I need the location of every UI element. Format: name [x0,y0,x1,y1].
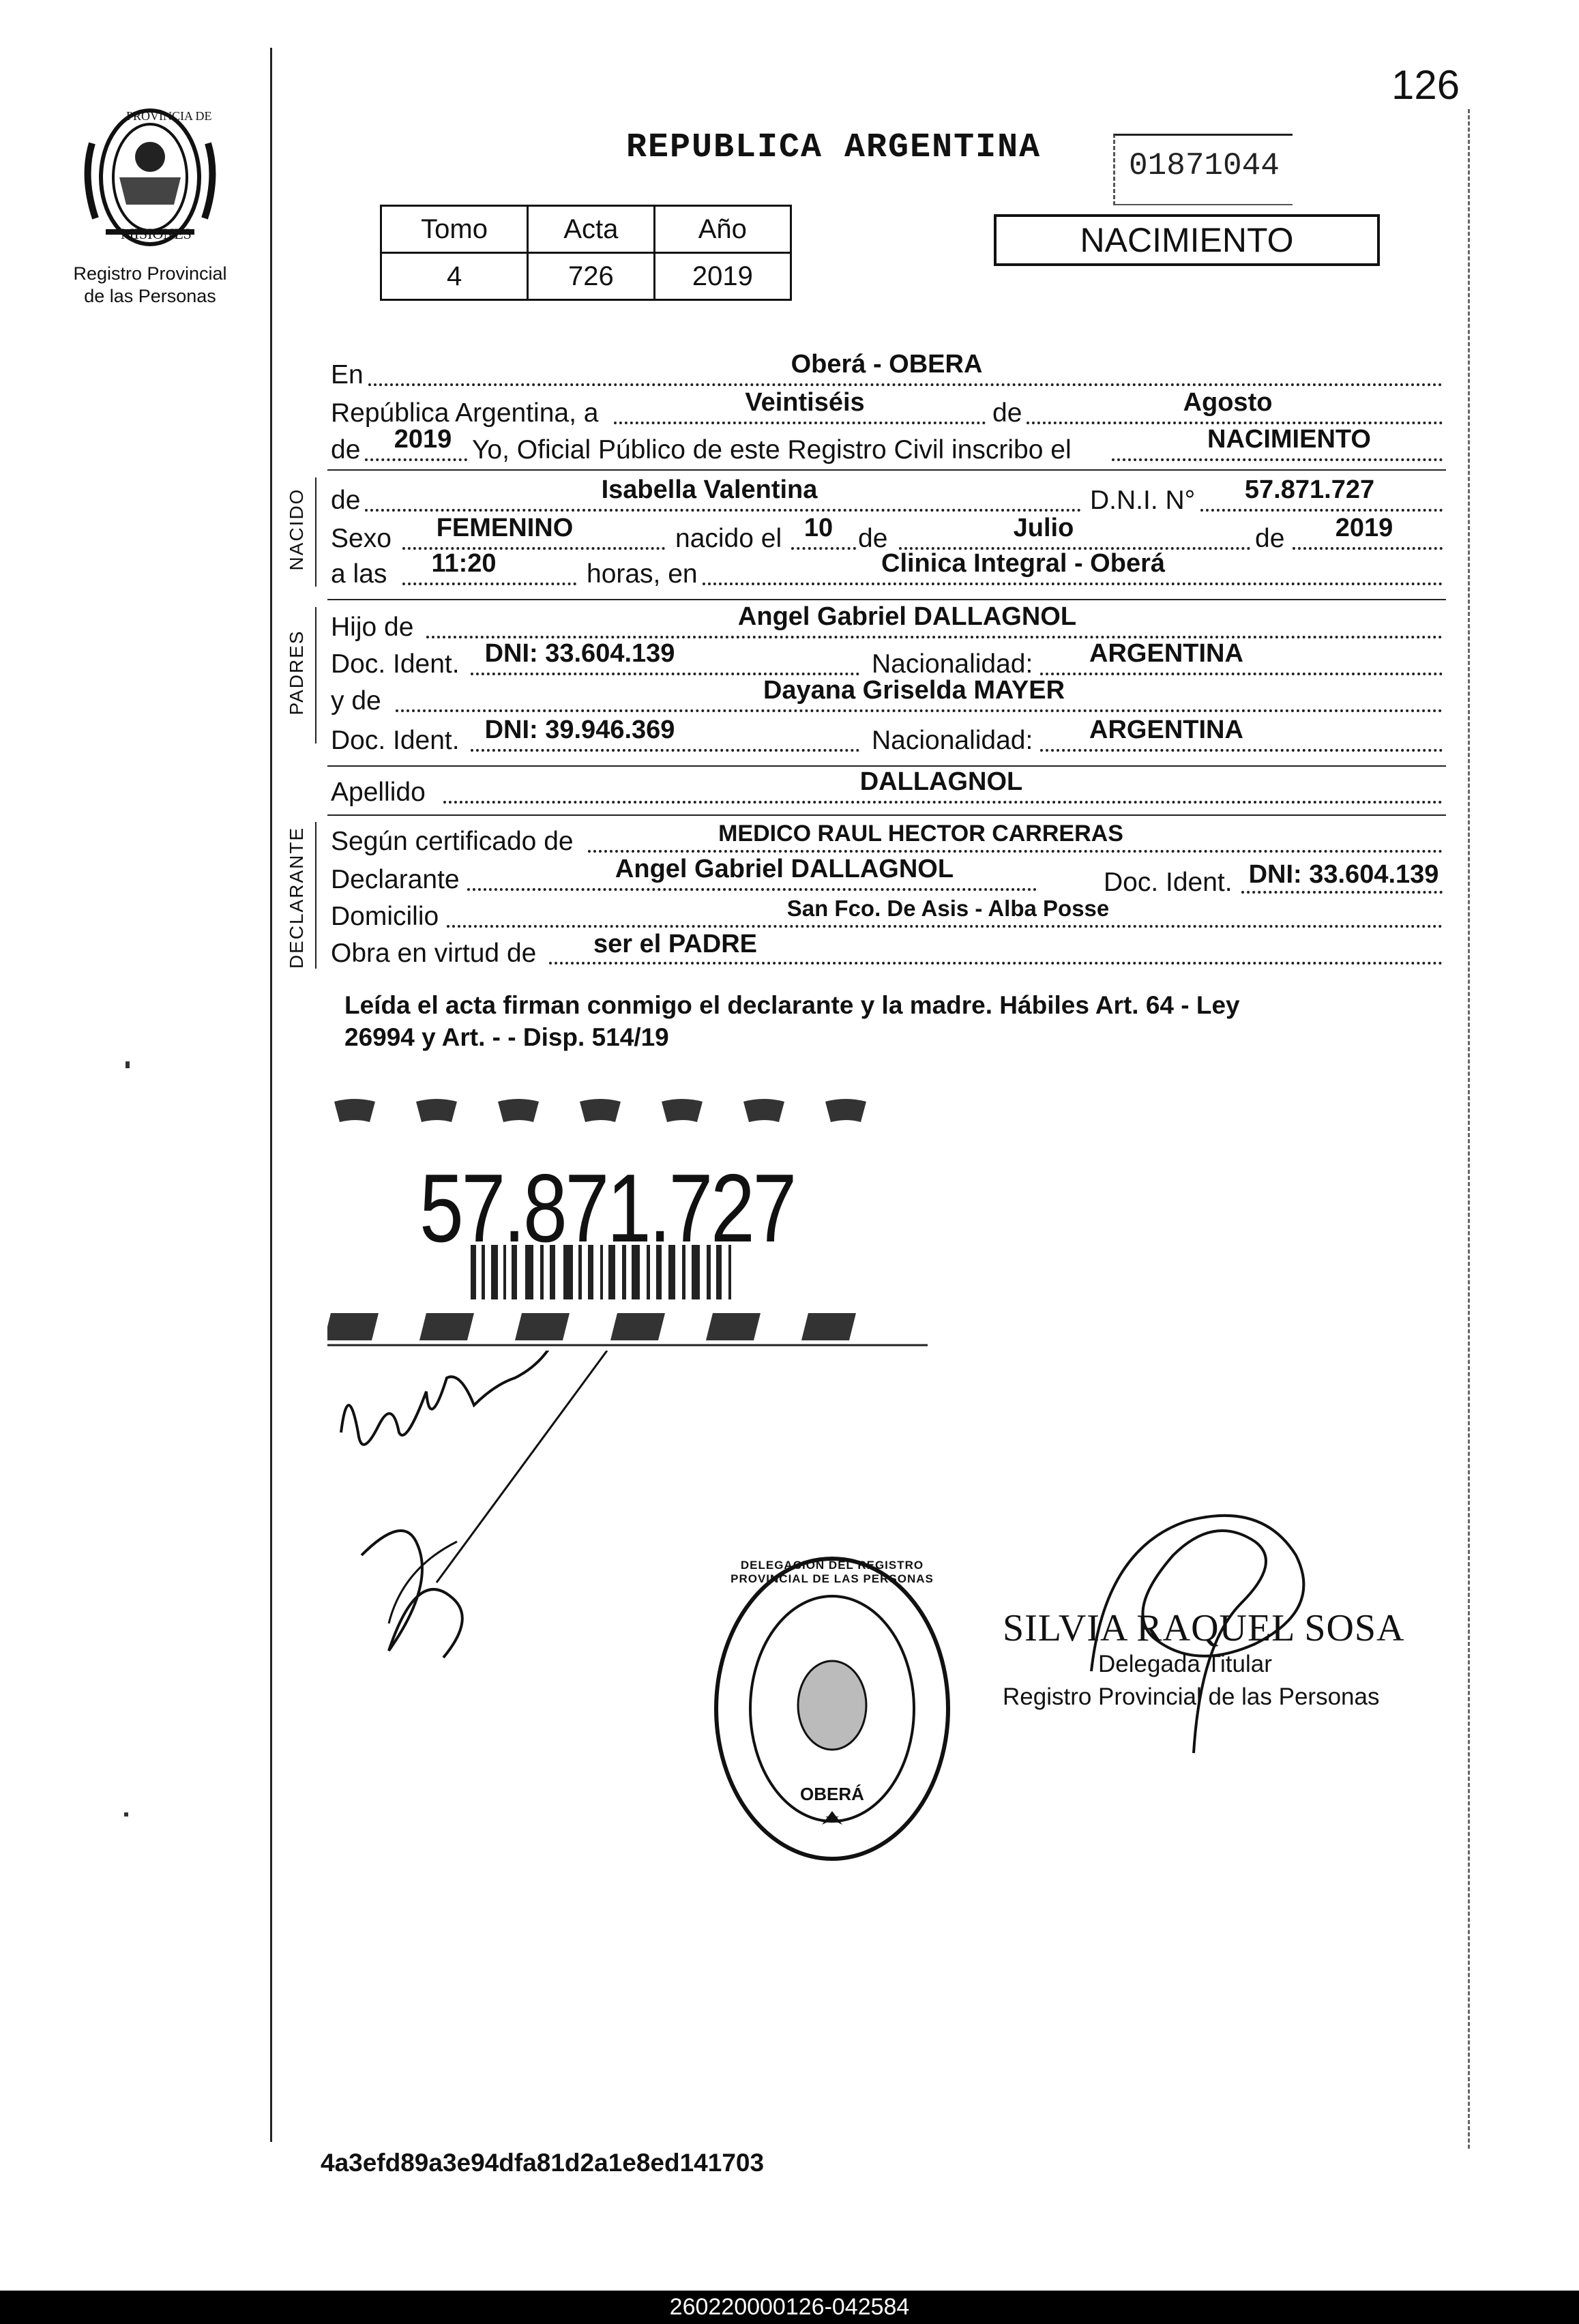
declarant-doc-label: Doc. Ident. [1104,868,1233,897]
mother-nac-line [1040,749,1443,752]
province-crest-logo [78,102,222,252]
birth-month: Julio [1013,514,1074,542]
declarante-bracket [315,822,316,969]
value-tomo: 4 [381,253,528,300]
footer-bar [0,2291,1579,2324]
padres-bracket [315,607,316,744]
record-table [380,205,792,301]
birth-year: 2019 [1335,514,1393,542]
record-type: NACIMIENTO [1080,221,1294,259]
mother-doc-line [471,749,859,752]
capacity-value: ser el PADRE [593,930,758,958]
crest-text-bottom: MISIONES [121,225,192,242]
oficial-text: Yo, Oficial Público de este Registro Civil inscribo el [472,435,1072,465]
father-doc: DNI: 33.604.139 [484,639,675,668]
father-name: Angel Gabriel DALLAGNOL [737,602,1077,631]
divider-nacido-top [327,469,1446,471]
divider-padres-top [327,599,1446,600]
de-label-month: de [992,398,1022,428]
value-ano: 2019 [654,253,791,300]
record-type-box [994,214,1380,266]
apellido-line [443,801,1443,804]
nacido-section-label: NACIDO [286,488,307,571]
cert-label: Según certificado de [331,827,574,856]
nacido-bracket [315,477,316,587]
mother-doc-label: Doc. Ident. [331,726,460,755]
closing-line2: 26994 y Art. - - Disp. 514/19 [344,1023,669,1051]
declarante-section-label: DECLARANTE [286,826,307,969]
official-office: Registro Provincial de las Personas [1003,1683,1380,1710]
dni-line [1200,509,1443,512]
declarant-doc: DNI: 33.604.139 [1248,860,1439,889]
registry-name [41,263,259,308]
mother-doc: DNI: 39.946.369 [484,716,675,744]
birth-place: Clinica Integral - Oberá [881,549,1165,578]
dni-label: D.N.I. N° [1090,486,1196,515]
nacido-el-label: nacido el [675,524,782,553]
father-nac-line [1040,673,1443,675]
official-title: Delegada Titular [1098,1651,1272,1677]
document-hash: 4a3efd89a3e94dfa81d2a1e8ed141703 [321,2149,765,2177]
sticker-dni-number: 57.871.727 [419,1154,795,1263]
mother-line [396,709,1443,712]
day-value: Veintiséis [745,388,865,417]
value-acta: 726 [528,253,654,300]
en-label: En [331,360,364,389]
divider-declarante-top [327,814,1446,816]
y-de-label: y de [331,686,381,716]
place-line [368,383,1443,386]
act-type-line [1112,458,1443,461]
father-nationality: ARGENTINA [1089,639,1243,668]
page-number: 126 [1391,62,1460,108]
place-value: Oberá - OBERA [791,350,983,379]
registry-name-line1: Registro Provincial [73,263,227,284]
capacity-line [549,962,1443,965]
margin-mark-2 [124,1812,128,1816]
birth-place-line [703,583,1443,585]
id-sticker [327,1091,928,1357]
birth-day-line [791,547,856,550]
birth-year-line [1293,547,1443,550]
serial-number: 01871044 [1129,148,1280,183]
horas-label: horas, en [587,559,698,589]
nacido-de-label: de [331,486,361,515]
declarante-label: Declarante [331,865,460,894]
declarant-doc-line [1241,891,1443,894]
signature-declarant [321,1351,675,1692]
child-dni: 57.871.727 [1244,475,1375,504]
name-line [365,509,1081,512]
mother-nationality: ARGENTINA [1089,716,1243,744]
apellido-label: Apellido [331,778,426,807]
official-stamp [709,1552,955,1866]
mother-nac-label: Nacionalidad: [872,726,1033,755]
hijo-de-label: Hijo de [331,613,414,642]
birth-de-label: de [858,524,888,553]
domicile-line [447,925,1443,928]
stamp-ring-text: DELEGACION DEL REGISTRO PROVINCIAL DE LAS PERSONAS [731,1559,934,1585]
header-tomo: Tomo [381,206,528,253]
year-line [365,458,467,461]
cert-line [588,850,1443,853]
father-nac-label: Nacionalidad: [872,649,1033,679]
certificate-value: MEDICO RAUL HECTOR CARRERAS [718,821,1123,847]
time-line [402,583,576,585]
crest-text-top: PROVINCIA DE [126,109,212,123]
birth-de-label2: de [1255,524,1285,553]
record-table-row [381,253,791,300]
de-label-year: de [331,435,361,465]
official-name: SILVIA RAQUEL SOSA [1003,1607,1405,1649]
margin-mark-1 [126,1061,130,1068]
header-ano: Año [654,206,791,253]
domicile-value: San Fco. De Asis - Alba Posse [786,896,1110,921]
obra-label: Obra en virtud de [331,939,537,968]
year-value: 2019 [394,425,452,454]
child-name: Isabella Valentina [601,475,818,504]
birth-time: 11:20 [431,549,497,578]
record-table-header [381,206,791,253]
a-las-label: a las [331,559,387,589]
declarant-line [467,888,1037,891]
mother-name: Dayana Griselda MAYER [763,676,1065,705]
sexo-value: FEMENINO [436,514,574,542]
month-value: Agosto [1183,388,1273,417]
left-margin-rule [270,48,272,2142]
declarant-name: Angel Gabriel DALLAGNOL [615,855,954,883]
sexo-label: Sexo [331,524,392,553]
header-acta: Acta [528,206,654,253]
right-margin-rule [1468,109,1470,2149]
domicilio-label: Domicilio [331,902,439,931]
country-title: REPUBLICA ARGENTINA [626,128,1042,167]
stamp-city: OBERÁ [800,1784,864,1804]
birth-day: 10 [803,514,833,542]
serial-number-box [1113,134,1293,205]
closing-text [344,989,1408,1053]
republica-label: República Argentina, a [331,398,599,428]
padres-section-label: PADRES [286,630,307,716]
registry-name-line2: de las Personas [84,286,216,306]
father-doc-label: Doc. Ident. [331,649,460,679]
day-line [614,422,986,424]
act-type-value: NACIMIENTO [1207,425,1371,454]
footer-barcode-id: 260220000126-042584 [669,2294,910,2320]
apellido-value: DALLAGNOL [859,767,1023,796]
closing-line1: Leída el acta firman conmigo el declarante y la madre. Hábiles Art. 64 - Ley [344,991,1240,1019]
